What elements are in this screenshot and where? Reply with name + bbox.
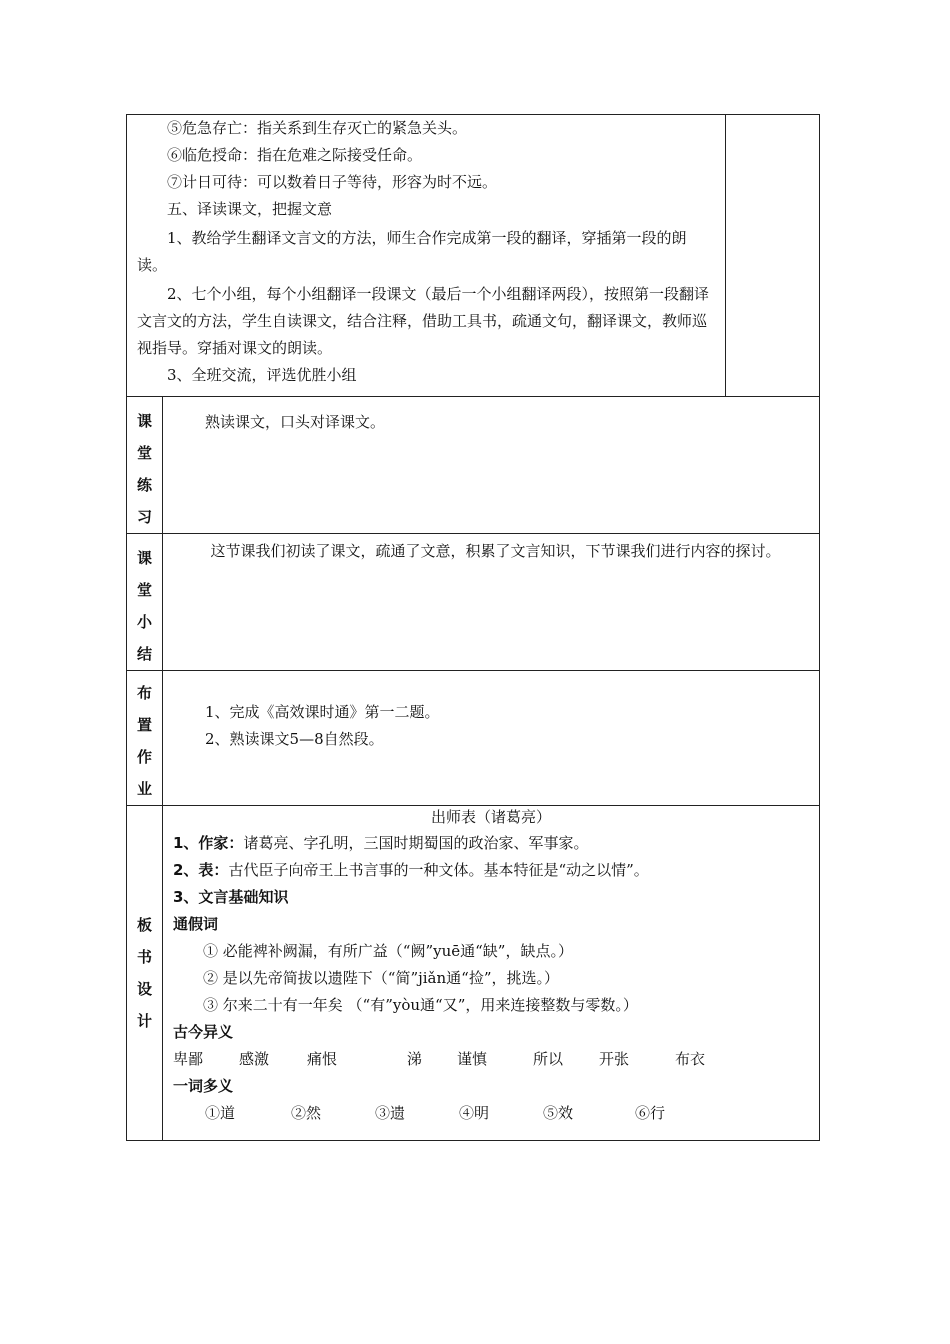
practice-label — [127, 397, 163, 534]
label-char: 作 — [136, 748, 152, 766]
board-author — [173, 830, 809, 857]
lesson-plan-sheet — [126, 114, 819, 1141]
board-genre — [173, 857, 809, 884]
label-char: 课 — [136, 549, 152, 567]
tongjia-heading: 通假词 — [173, 915, 219, 933]
summary-text: 这节课我们初读了课文，疏通了文意，积累了文言知识，下节课我们进行内容的探讨。 — [210, 542, 781, 560]
duoyi-word: ⑥行 — [635, 1104, 666, 1122]
duoyi-heading: 一词多义 — [173, 1077, 234, 1095]
process-line-7: ⑦计日可待：可以数着日子等待，形容为时不远。 — [167, 173, 498, 191]
board-content — [163, 806, 820, 1141]
homework-content — [163, 671, 820, 806]
label-char: 课 — [136, 412, 152, 430]
summary-label — [127, 534, 163, 671]
label-char: 堂 — [136, 444, 152, 462]
gujin-heading: 古今异义 — [173, 1023, 234, 1041]
tongjia-item-1: ① 必能裨补阙漏，有所广益（“阙”yuē通“缺”，缺点。） — [203, 942, 573, 960]
board-label — [127, 806, 163, 1141]
label-char: 结 — [136, 645, 152, 663]
gujin-word: 谨慎 — [457, 1050, 488, 1068]
label-char: 堂 — [136, 581, 152, 599]
process-row — [127, 115, 820, 397]
homework-item-1: 1、完成《高效课时通》第一二题。 — [205, 703, 440, 721]
basics-heading: 3、文言基础知识 — [173, 888, 289, 906]
board-row — [127, 806, 820, 1141]
author-text: 诸葛亮、字孔明，三国时期蜀国的政治家、军事家。 — [243, 834, 589, 852]
process-paragraph-3: 3、全班交流，评选优胜小组 — [167, 366, 357, 384]
tongjia-item-3: ③ 尔来二十有一年矣 （“有”yòu通“又”，用来连接整数与零数。） — [203, 996, 638, 1014]
practice-text: 熟读课文，口头对译课文。 — [205, 413, 386, 431]
section-heading-translate: 五、译读课文，把握文意 — [167, 200, 333, 218]
label-char: 练 — [136, 476, 152, 494]
gujin-word: 布衣 — [675, 1050, 706, 1068]
label-char: 布 — [136, 684, 152, 702]
label-char: 小 — [136, 613, 152, 631]
gujin-word: 痛恨 — [307, 1050, 338, 1068]
process-paragraph-2: 2、七个小组，每个小组翻译一段课文（最后一个小组翻译两段），按照第一段翻译文言文的方法，学生自读课文，结合注释，借助工具书，疏通文句，翻译课文，教师巡视指导。穿插对课文的朗读。 — [137, 285, 710, 357]
label-char: 业 — [136, 780, 152, 798]
label-char: 设 — [136, 980, 152, 998]
practice-content — [163, 397, 820, 534]
gujin-list — [173, 1046, 809, 1073]
summary-row — [127, 534, 820, 671]
author-label: 1、作家： — [173, 834, 244, 852]
genre-text: 古代臣子向帝王上书言事的一种文体。基本特征是“动之以情”。 — [228, 861, 649, 879]
label-char: 计 — [136, 1012, 152, 1030]
homework-item-2: 2、熟读课文5—8自然段。 — [205, 730, 384, 748]
process-content — [127, 115, 726, 397]
duoyi-word: ①道 — [205, 1104, 236, 1122]
homework-row — [127, 671, 820, 806]
label-char: 板 — [136, 916, 152, 934]
side-column-cell — [726, 115, 820, 397]
gujin-word: 感激 — [239, 1050, 270, 1068]
genre-label: 2、表： — [173, 861, 229, 879]
gujin-word: 卑鄙 — [173, 1050, 204, 1068]
label-char: 置 — [136, 716, 152, 734]
process-paragraph-1: 1、教给学生翻译文言文的方法，师生合作完成第一段的翻译，穿插第一段的朗读。 — [137, 229, 687, 274]
gujin-word: 开张 — [599, 1050, 630, 1068]
duoyi-word: ③遗 — [375, 1104, 406, 1122]
gujin-word: 涕 — [407, 1050, 423, 1068]
lesson-plan-table — [126, 114, 820, 1141]
summary-content — [163, 534, 820, 671]
board-title: 出师表（诸葛亮） — [430, 808, 551, 826]
duoyi-word: ②然 — [291, 1104, 322, 1122]
tongjia-item-2: ② 是以先帝简拔以遗陛下（“简”jiǎn通“捡”，挑选。） — [203, 969, 559, 987]
gujin-word: 所以 — [533, 1050, 564, 1068]
label-char: 习 — [136, 508, 152, 526]
duoyi-list — [173, 1100, 809, 1127]
process-line-5: ⑤危急存亡：指关系到生存灭亡的紧急关头。 — [167, 119, 468, 137]
duoyi-word: ⑤效 — [543, 1104, 574, 1122]
practice-row — [127, 397, 820, 534]
process-line-6: ⑥临危授命：指在危难之际接受任命。 — [167, 146, 423, 164]
homework-label — [127, 671, 163, 806]
duoyi-word: ④明 — [459, 1104, 490, 1122]
label-char: 书 — [136, 948, 152, 966]
